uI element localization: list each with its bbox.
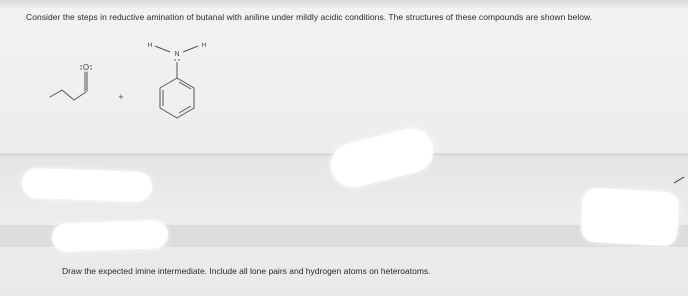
corner-mark — [672, 176, 686, 184]
instruction-text: Draw the expected imine intermediate. Include all lone pairs and hydrogen atoms on heteroatoms. — [62, 266, 431, 276]
aniline-ring — [160, 62, 194, 118]
aniline-h-left: H — [147, 42, 153, 49]
plus-sign: + — [118, 92, 124, 102]
redaction-mark — [52, 220, 169, 252]
aniline-nitrogen-label: N — [174, 51, 180, 58]
butanal-oxygen-label: O — [82, 63, 90, 72]
question-text: Consider the steps in reductive amination of butanal with aniline under mildly acidic conditions. The structures of these compounds are shown below. — [26, 12, 593, 22]
butanal-structure — [50, 72, 87, 100]
reactant-structures — [40, 34, 220, 134]
aniline-h-right: H — [201, 42, 207, 49]
redaction-mark — [581, 188, 680, 247]
redaction-mark — [22, 168, 153, 203]
aniline-lone-pair — [174, 59, 179, 60]
top-strip — [0, 0, 688, 8]
